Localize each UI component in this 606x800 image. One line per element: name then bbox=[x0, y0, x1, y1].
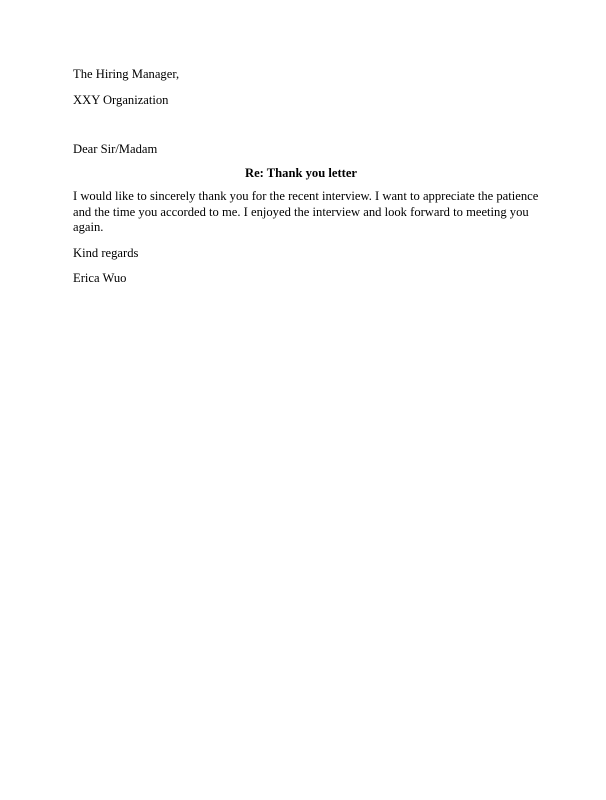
letter-content bbox=[73, 67, 539, 287]
letter-body bbox=[73, 189, 539, 236]
salutation: Dear Sir/Madam bbox=[73, 142, 158, 156]
recipient-name: The Hiring Manager, bbox=[73, 67, 180, 81]
body-line: again. bbox=[73, 220, 104, 234]
subject-line: Re: Thank you letter bbox=[244, 165, 358, 180]
recipient-organization: XXY Organization bbox=[73, 92, 169, 107]
body-line: I would like to sincerely thank you for the recent interview. I want to appreciate the patience bbox=[73, 189, 539, 203]
closing: Kind regards bbox=[73, 245, 139, 260]
body-line: and the time you accorded to me. I enjoyed the interview and look forward to meeting you bbox=[73, 204, 529, 219]
signature: Erica Wuo bbox=[73, 271, 127, 285]
